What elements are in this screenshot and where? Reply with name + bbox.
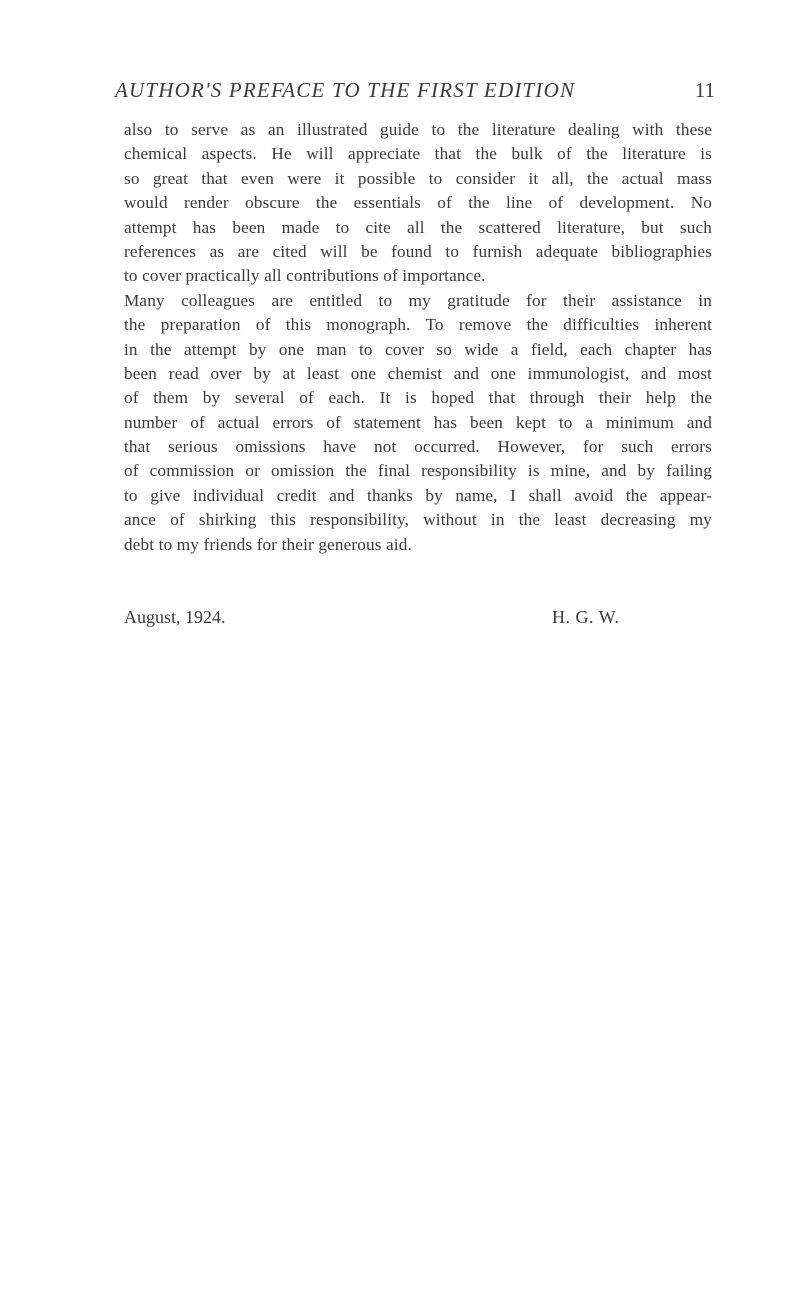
text-line: ance of shirking this responsibility, without in the least decreasing my xyxy=(124,510,712,530)
text-line: chemical aspects. He will appreciate that the bulk of the literature is xyxy=(124,144,712,164)
text-line: the preparation of this monograph. To remove the difficulties inherent xyxy=(124,315,712,335)
text-line: Many colleagues are entitled to my gratitude for their assistance in xyxy=(124,290,712,310)
text-line: references as are cited will be found to furnish adequate bibliographies xyxy=(124,241,712,261)
text-line: to cover practically all contributions of importance. xyxy=(124,266,486,286)
text-line: to give individual credit and thanks by name, I shall avoid the appear- xyxy=(124,485,712,505)
text-line: attempt has been made to cite all the scattered literature, but such xyxy=(124,217,712,237)
text-line: would render obscure the essentials of the line of development. No xyxy=(124,193,712,213)
page-number: 11 xyxy=(694,78,715,102)
text-line: number of actual errors of statement has been kept to a minimum and xyxy=(124,412,712,432)
text-line: in the attempt by one man to cover so wide a field, each chapter has xyxy=(124,339,712,359)
preface-date: August, 1924. xyxy=(124,607,226,627)
text-line: so great that even were it possible to consider it all, the actual mass xyxy=(124,168,712,188)
text-line: been read over by at least one chemist and one immunologist, and most xyxy=(124,363,712,383)
text-line: also to serve as an illustrated guide to the literature dealing with these xyxy=(124,120,712,139)
text-line: of commission or omission the final responsibility is mine, and by failing xyxy=(124,461,712,481)
signature-row xyxy=(124,607,712,633)
running-head xyxy=(105,78,715,110)
text-line: that serious omissions have not occurred. However, for such errors xyxy=(124,437,712,457)
preface-body xyxy=(124,118,712,557)
author-initials: H. G. W. xyxy=(552,607,620,627)
running-title: AUTHOR'S PREFACE TO THE FIRST EDITION xyxy=(115,78,576,102)
text-line: of them by several of each. It is hoped that through their help the xyxy=(124,388,712,408)
text-line: debt to my friends for their generous aid. xyxy=(124,534,412,554)
